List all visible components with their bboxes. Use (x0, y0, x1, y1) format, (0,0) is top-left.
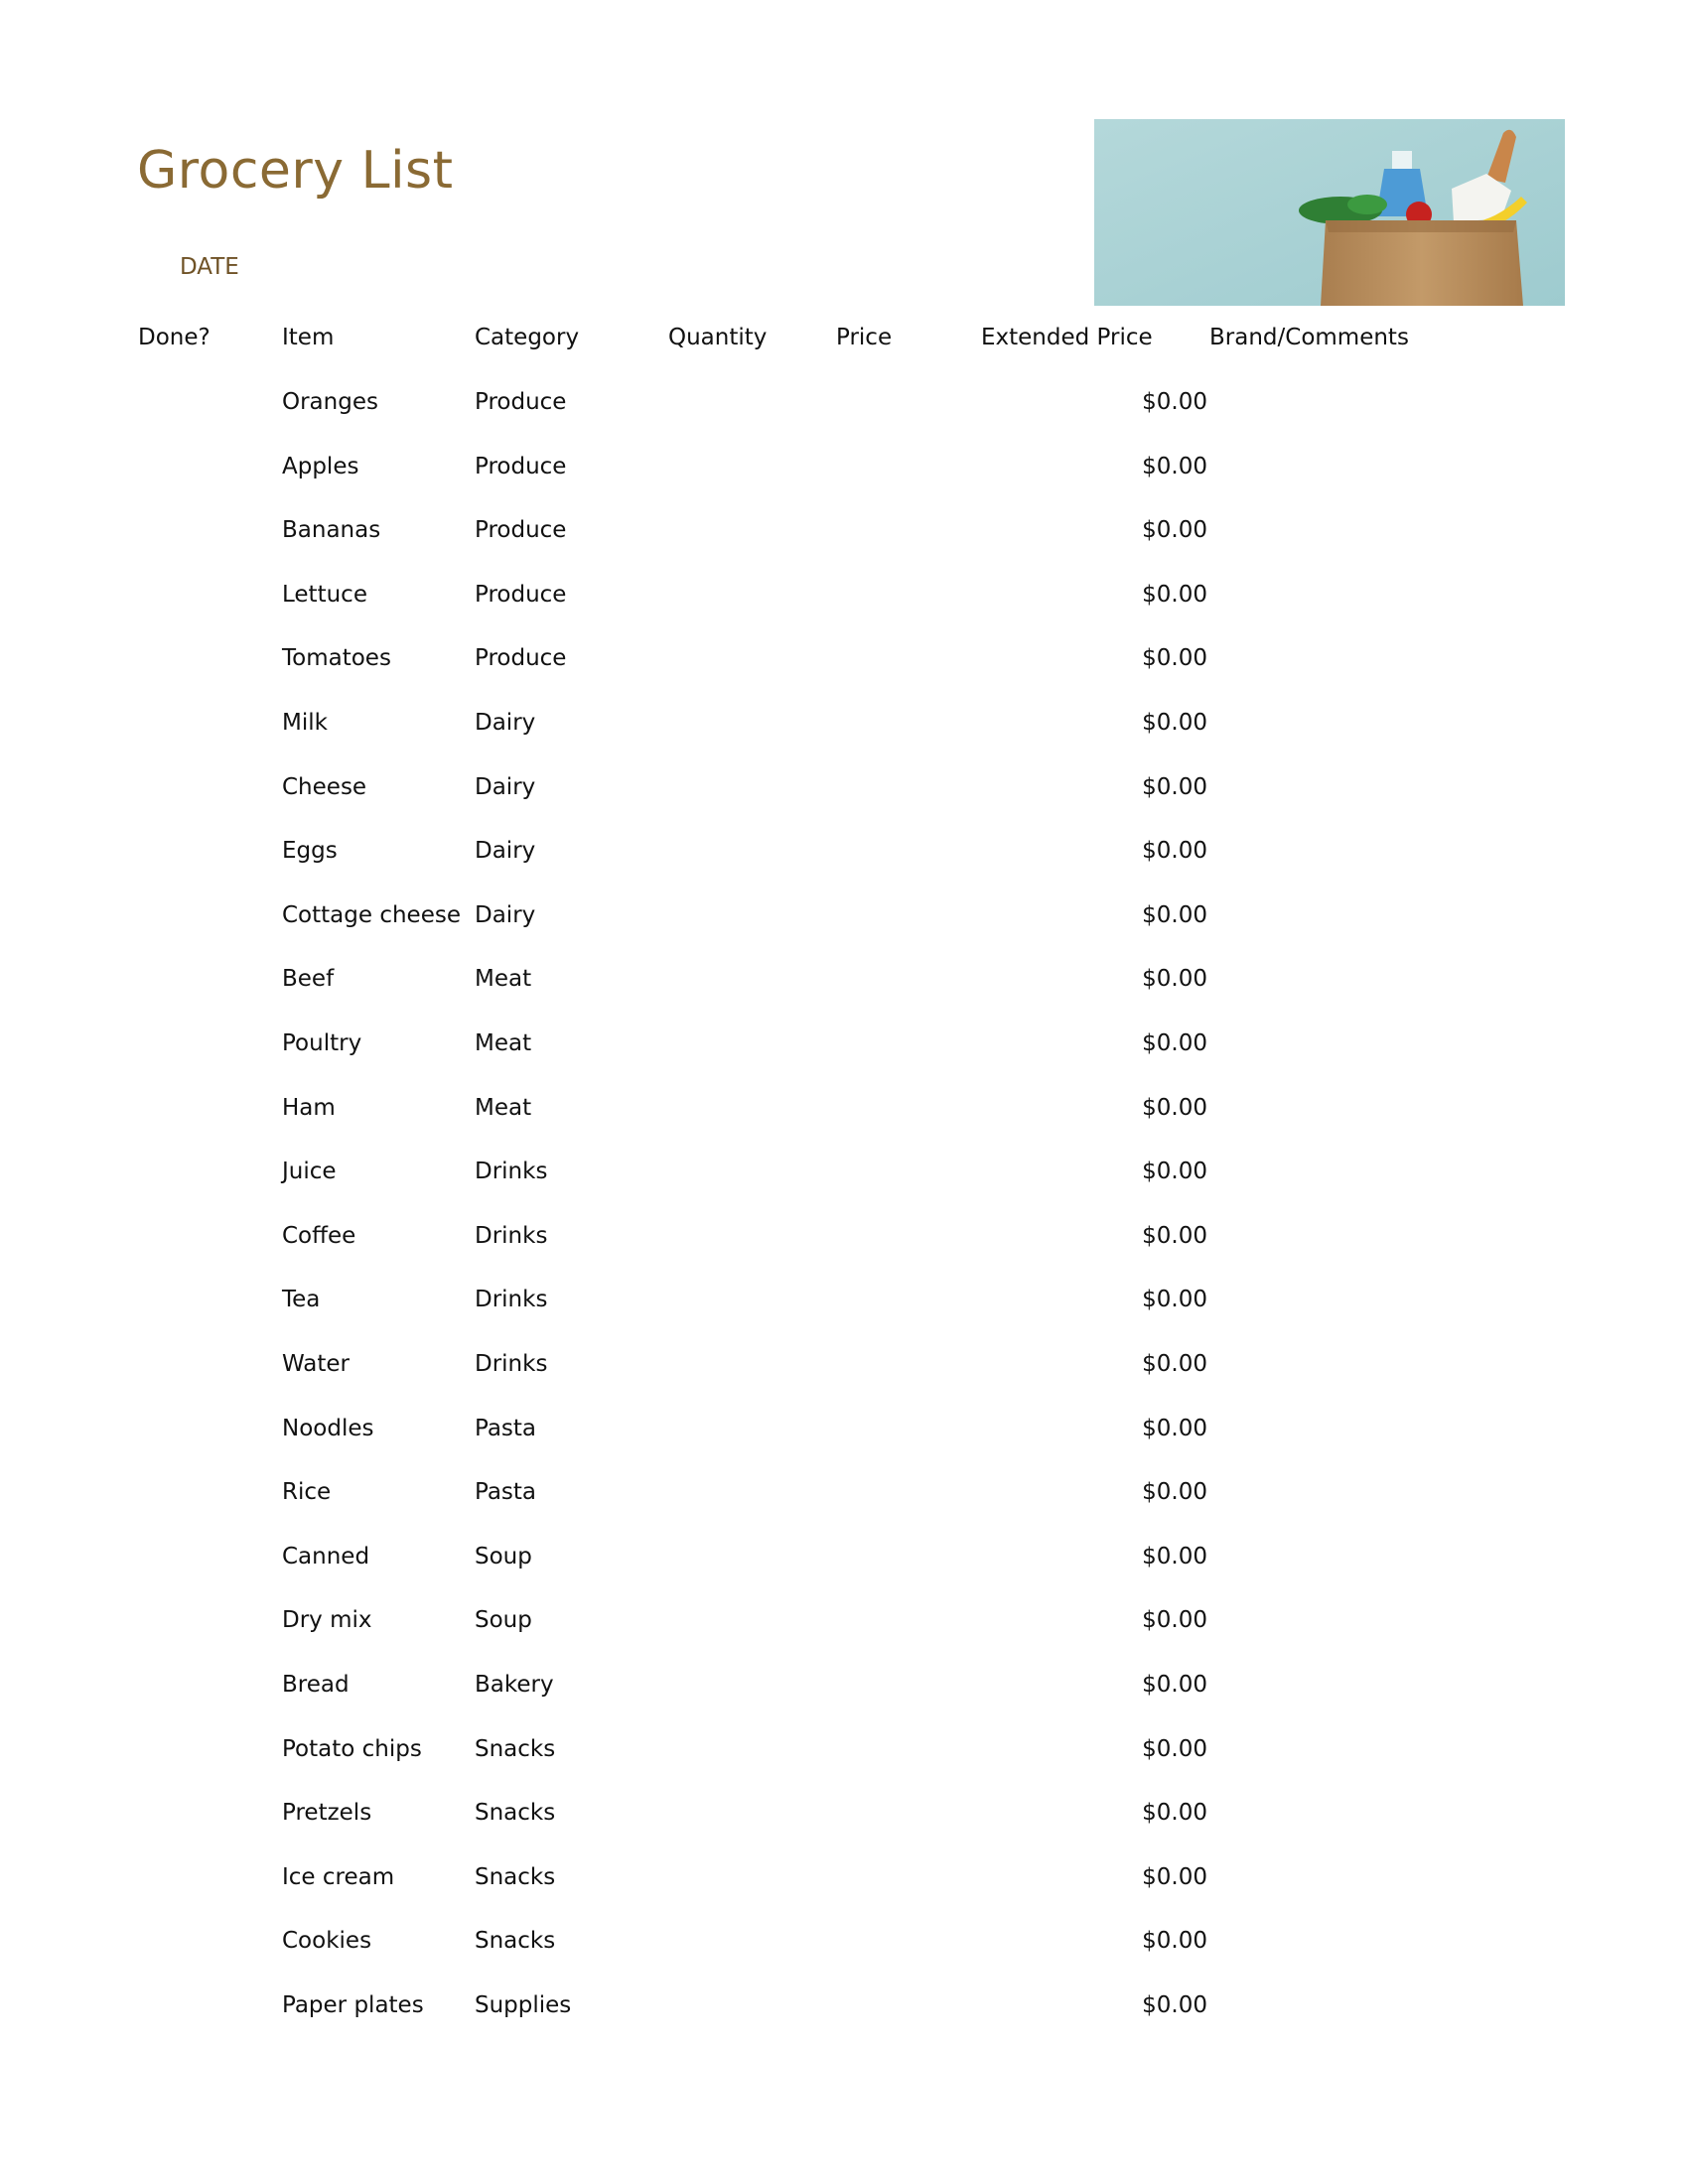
extended-price-cell: $0.00 (1142, 1992, 1207, 2018)
item-cell: Milk (282, 710, 328, 736)
header-price: Price (836, 325, 893, 350)
date-label: DATE (180, 254, 239, 280)
category-cell: Dairy (475, 774, 536, 800)
item-cell: Noodles (282, 1416, 374, 1441)
category-cell: Snacks (475, 1864, 556, 1890)
extended-price-cell: $0.00 (1142, 1544, 1207, 1570)
extended-price-cell: $0.00 (1142, 1800, 1207, 1826)
extended-price-cell: $0.00 (1142, 1416, 1207, 1441)
category-cell: Dairy (475, 838, 536, 864)
extended-price-cell: $0.00 (1142, 1479, 1207, 1505)
item-cell: Poultry (282, 1030, 362, 1056)
item-cell: Cottage cheese (282, 902, 461, 928)
extended-price-cell: $0.00 (1142, 710, 1207, 736)
item-cell: Water (282, 1351, 350, 1377)
item-cell: Ice cream (282, 1864, 395, 1890)
extended-price-cell: $0.00 (1142, 454, 1207, 479)
header-item: Item (282, 325, 335, 350)
category-cell: Dairy (475, 710, 536, 736)
extended-price-cell: $0.00 (1142, 645, 1207, 671)
extended-price-cell: $0.00 (1142, 774, 1207, 800)
category-cell: Drinks (475, 1287, 548, 1312)
category-cell: Meat (475, 966, 532, 992)
item-cell: Rice (282, 1479, 332, 1505)
item-cell: Pretzels (282, 1800, 372, 1826)
header-quantity: Quantity (668, 325, 768, 350)
item-cell: Ham (282, 1095, 336, 1121)
extended-price-cell: $0.00 (1142, 517, 1207, 543)
category-cell: Bakery (475, 1672, 554, 1698)
item-cell: Paper plates (282, 1992, 424, 2018)
category-cell: Drinks (475, 1351, 548, 1377)
category-cell: Drinks (475, 1159, 548, 1184)
item-cell: Tomatoes (282, 645, 391, 671)
category-cell: Meat (475, 1095, 532, 1121)
extended-price-cell: $0.00 (1142, 1351, 1207, 1377)
category-cell: Produce (475, 517, 567, 543)
category-cell: Pasta (475, 1479, 537, 1505)
item-cell: Potato chips (282, 1736, 422, 1762)
item-cell: Lettuce (282, 582, 367, 608)
extended-price-cell: $0.00 (1142, 902, 1207, 928)
extended-price-cell: $0.00 (1142, 1928, 1207, 1954)
extended-price-cell: $0.00 (1142, 1287, 1207, 1312)
category-cell: Snacks (475, 1736, 556, 1762)
item-cell: Coffee (282, 1223, 356, 1249)
grocery-bag-icon (1094, 119, 1565, 306)
category-cell: Dairy (475, 902, 536, 928)
header-done: Done? (138, 325, 211, 350)
item-cell: Canned (282, 1544, 370, 1570)
category-cell: Produce (475, 645, 567, 671)
item-cell: Eggs (282, 838, 338, 864)
item-cell: Cookies (282, 1928, 372, 1954)
header-extended-price: Extended Price (981, 325, 1153, 350)
category-cell: Produce (475, 389, 567, 415)
item-cell: Oranges (282, 389, 378, 415)
category-cell: Pasta (475, 1416, 537, 1441)
item-cell: Bananas (282, 517, 381, 543)
item-cell: Cheese (282, 774, 367, 800)
extended-price-cell: $0.00 (1142, 1095, 1207, 1121)
item-cell: Apples (282, 454, 359, 479)
category-cell: Snacks (475, 1928, 556, 1954)
extended-price-cell: $0.00 (1142, 1030, 1207, 1056)
category-cell: Soup (475, 1607, 532, 1633)
extended-price-cell: $0.00 (1142, 389, 1207, 415)
category-cell: Supplies (475, 1992, 572, 2018)
category-cell: Meat (475, 1030, 532, 1056)
item-cell: Dry mix (282, 1607, 372, 1633)
item-cell: Bread (282, 1672, 350, 1698)
page-title: Grocery List (137, 141, 454, 201)
extended-price-cell: $0.00 (1142, 1223, 1207, 1249)
item-cell: Tea (282, 1287, 321, 1312)
category-cell: Soup (475, 1544, 532, 1570)
grocery-bag-image (1094, 119, 1565, 306)
header-category: Category (475, 325, 580, 350)
extended-price-cell: $0.00 (1142, 1159, 1207, 1184)
extended-price-cell: $0.00 (1142, 1864, 1207, 1890)
extended-price-cell: $0.00 (1142, 838, 1207, 864)
extended-price-cell: $0.00 (1142, 1607, 1207, 1633)
item-cell: Beef (282, 966, 335, 992)
header-brand-comments: Brand/Comments (1209, 325, 1409, 350)
extended-price-cell: $0.00 (1142, 1672, 1207, 1698)
category-cell: Drinks (475, 1223, 548, 1249)
category-cell: Produce (475, 454, 567, 479)
category-cell: Snacks (475, 1800, 556, 1826)
category-cell: Produce (475, 582, 567, 608)
extended-price-cell: $0.00 (1142, 1736, 1207, 1762)
item-cell: Juice (282, 1159, 337, 1184)
extended-price-cell: $0.00 (1142, 966, 1207, 992)
extended-price-cell: $0.00 (1142, 582, 1207, 608)
